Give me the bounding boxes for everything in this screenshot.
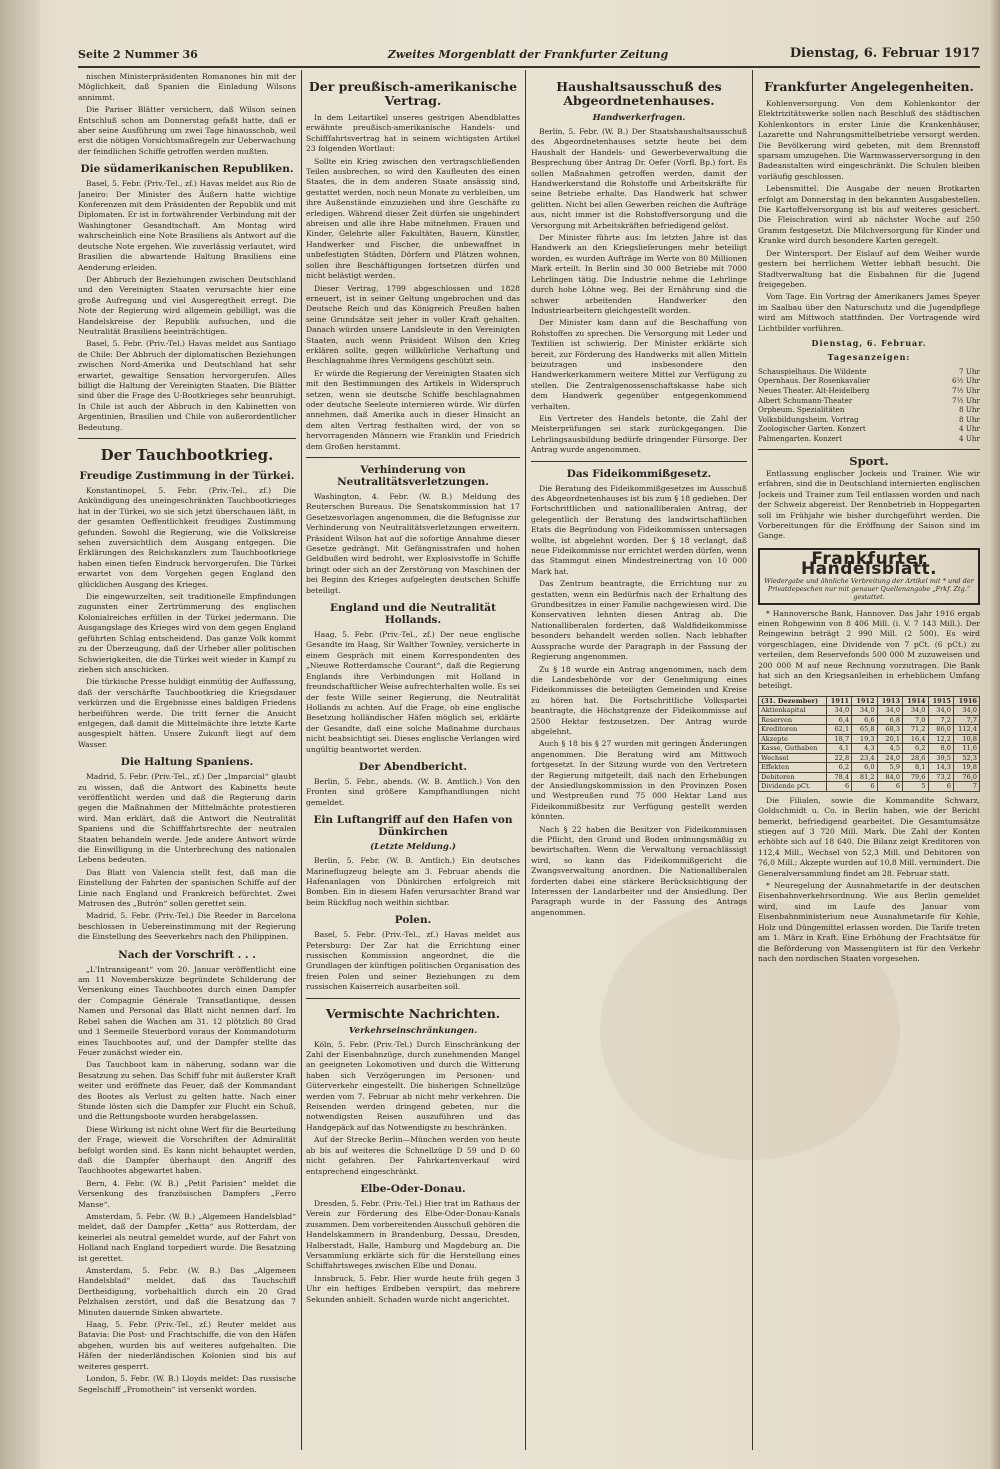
table-cell: 28,6 xyxy=(903,753,928,763)
table-cell: 7,2 xyxy=(928,715,953,725)
event-name: Opernhaus. Der Rosenkavalier xyxy=(758,376,870,386)
section-heading: Vermischte Nachrichten. xyxy=(325,1005,501,1021)
section-heading: Das Fideikommißgesetz. xyxy=(566,467,712,480)
events-list xyxy=(758,367,980,444)
page-binding-shadow xyxy=(0,0,40,1469)
table-cell: 23,4 xyxy=(852,753,877,763)
event-time: 8 Uhr xyxy=(959,414,980,424)
article-text: Dieser Vertrag, 1799 abgeschlossen und 1828 erneuert, ist in seiner Geltung ungebrochen und das Deutsche Reich und das Königreich Preußen haben seine Grundsätze seit jeher in voller Kraft gehalten. Danach würden unsere Landsleute in den Vereinigten Staaten, auch wenn Präsident Wilson den Krieg erklären sollte, gegen willkürliche Verhaftung und Beschlagnahme ihres Vermögens geschützt sein. xyxy=(306,283,520,366)
table-cell: 34,0 xyxy=(953,706,979,716)
article-text: Die eingewurzelten, seit traditionelle Empfindungen zugunsten einer Zertrümmerung des englischen Kolonialreiches erfüllen in der Türkei jedermann. Die Ausgangslage des Krieges wird von dem gegen England geführten Schlag entscheidend. Das ganze Volk kommt zu der Überzeugung, daß der Urheber aller politischen Schwierigkeiten, die die Türkei weit wieder in Kampf zu ziehen sich anschicken. xyxy=(78,592,296,674)
table-row xyxy=(759,725,980,735)
event-name: Palmengarten. Konzert xyxy=(758,433,842,443)
table-cell: 4,5 xyxy=(877,744,902,754)
table-cell: 6,2 xyxy=(903,744,928,754)
handelsblatt-note: Wiedergabe und ähnliche Verbreitung der Artikel mit * und der Privatdepeschen nur mit genauer Quellenangabe „Frkf. Ztg.“ gestattet. xyxy=(764,576,974,601)
table-cell: 7,0 xyxy=(903,715,928,725)
article-text: Basel, 5. Febr. (Priv.-Tel., zf.) Havas meldet aus Petersburg: Der Zar hat die Errichtung einer russischen Kommission angeordnet, die die Grundlagen der künftigen politischen Organisation des freien Polen und seiner Beziehungen zu dem russischen Kaiserreich ausarbeiten soll. xyxy=(306,930,520,992)
table-header-row xyxy=(759,696,980,706)
table-cell: 34,0 xyxy=(903,706,928,716)
table-row-label: Dividende pCt. xyxy=(759,782,827,792)
table-cell: 84,0 xyxy=(877,772,902,782)
column-1 xyxy=(78,72,296,1452)
event-time: 4 Uhr xyxy=(959,424,980,434)
article-text: Amsterdam, 5. Febr. (W. B.) „Algemeen Handelsblad“ meldet, daß der Dampfer „Ketta“ aus Rotterdam, der keinerlei als neutral gemeldet wurde, auf der Fahrt von Holland nach England torpediert wurde. Die Besatzung ist gerettet. xyxy=(78,1212,296,1263)
event-time: 6½ Uhr xyxy=(952,376,980,386)
article-text: Auch § 18 bis § 27 wurden mit geringen Änderungen angenommen. Die Beratung wird am Mittwoch fortgesetzt. In der Sitzung wurde von den Vertretern der Regierung mitgeteilt, daß nach den Erhebungen der Ansiedlungskommission in den Provinzen Posen und Westpreußen rund 75 000 Hektar Land aus Fideikommißbesitz zur Verfügung gestellt werden könnten. xyxy=(531,739,747,822)
table-year-header: 1912 xyxy=(852,696,877,706)
table-cell: 12,2 xyxy=(928,734,953,744)
table-cell: 34,0 xyxy=(852,706,877,716)
table-row xyxy=(759,706,980,716)
page-edge-shadow xyxy=(990,0,1000,1469)
table-cell: 39,5 xyxy=(928,753,953,763)
table-cell: 11,6 xyxy=(953,744,979,754)
table-row-label: Akzepte xyxy=(759,734,827,744)
section-heading: Verhinderung von Neutralitätsverletzungen. xyxy=(337,464,489,488)
article-text: Das Tauchboot kam in näherung, sodann war die Besatzung zu sehen. Das Schiff fuhr mit äußerster Kraft weiter und eröffnete das Feuer, daß der Kommandant des Bootes als Verlust zu gelten hatte. Nach einer Stunde lösten sich die Dampfer zur Flucht ein Schuß, und die Rettungsboote wurden herabgelassen. xyxy=(78,1060,296,1122)
article-text: „L'Intransigeant“ vom 20. Januar veröffentlicht eine am 11 Novemberskizze begründete Schilderung der Versenkung eines Tauchbootes durch einen Dampfer der Compagnie Générale Transatlantique, dessen Namen und Personal das Blatt nicht nennen darf. Im Rebel sahen die Wachen am 31. 12 plötzlich 80 Grad und 1 Seemeile Steuerbord voraus der Kommandoturm eines Tauchbootes auf, und der Dampfer stellte das Feuer zunächst wieder ein. xyxy=(78,964,296,1057)
article-text: London, 5. Febr. (W. B.) Lloyds meldet: Das russische Segelschiff „Promothein“ ist versenkt worden. xyxy=(78,1374,296,1394)
table-row xyxy=(759,772,980,782)
table-cell: 19,8 xyxy=(953,763,979,773)
table-year-header: 1914 xyxy=(903,696,928,706)
table-row xyxy=(759,763,980,773)
article-text: Dresden, 5. Febr. (Priv.-Tel.) Hier trat im Rathaus der Verein zur Förderung des Elbe-Oder-Donau-Kanals zusammen. Dem vorbereitenden Ausschuß gehören die Handelskammern in Brandenburg, Dessau, Dresden, Halberstadt, Halle, Hamburg und Magdeburg an. Die Versammlung erklärte sich für die Herstellung eines Schiffahrtsweges zwischen Elbe und Donau. xyxy=(306,1198,520,1271)
table-year-header: 1911 xyxy=(826,696,851,706)
table-year-header: 1916 xyxy=(953,696,979,706)
article-text: Washington, 4. Febr. (W. B.) Meldung des Reuterschen Bureaus. Die Senatskommission hat 17 Gesetzesvorlagen angenommen, die die Befugnisse zur Verhinderung von Neutralitätsverletzungen erweitern. Präsident Wilson hat auf die sofortige Annahme dieser Gesetze gedrängt. Mit Gefängnisstrafen und hohen Geldbußen wird bedroht, wer Explosivstoffe in Schiffe bringt oder sich an der Zerstörung von Maschinen der bei Beginn des Krieges aufgelegten deutschen Schiffe beteiligt. xyxy=(306,492,520,595)
sub-heading: Handwerkerfragen. xyxy=(592,113,686,123)
section-heading: Die Haltung Spaniens. xyxy=(120,756,254,769)
section-heading: Frankfurter Angelegenheiten. xyxy=(764,79,974,94)
table-cell: 19,3 xyxy=(852,734,877,744)
table-cell: 34,0 xyxy=(877,706,902,716)
table-cell: 6 xyxy=(826,782,851,792)
table-cell: 10,8 xyxy=(953,734,979,744)
header-rule xyxy=(78,66,980,68)
article-text: In dem Leitartikel unseres gestrigen Abendblattes erwähnte preußisch-amerikanische Handels- und Schifffahrtsvertrag hat in seinem wichtigsten Artikel 23 folgenden Wortlaut: xyxy=(306,113,520,154)
event-time: 7½ Uhr xyxy=(952,385,980,395)
table-row-label: Effekten xyxy=(759,763,827,773)
table-row xyxy=(759,782,980,792)
section-heading: Haushaltsausschuß des Abgeordnetenhauses. xyxy=(556,79,722,108)
article-text: nischen Ministerpräsidenten Romanones hin mit der Möglichkeit, daß Spanien die Einladung Wilsons annimmt. xyxy=(78,72,296,102)
table-cell: 18,7 xyxy=(826,734,851,744)
table-cell: 62,1 xyxy=(826,725,851,735)
table-row-label: Debitoren xyxy=(759,772,827,782)
article-text: Lebensmittel. Die Ausgabe der neuen Brotkarten erfolgt am Donnerstag in den bekannten Ausgabestellen. Die Kartoffelversorgung ist bis auf weiteres gesichert. Die Fleischration wird ab nächster Woche auf 250 Gramm festgesetzt. Die Milchversorgung für Kinder und Kranke wird durch besondere Karten geregelt. xyxy=(758,184,980,246)
article-text: * Hannoversche Bank, Hannover. Das Jahr 1916 ergab einen Rohgewinn von 8 406 Mill. (i. V. 7 143 Mill.). Der Reingewinn beträgt 2 990 Mill. (2 500). Es wird vorgeschlagen, eine Dividende von 7 pCt. (6 pCt.) zu verteilen, dem Reservefonds 500 000 M zuzuweisen und 200 000 M auf neue Rechnung vorzutragen. Die Bank hat sich an den Kriegsanleihen in erheblichem Umfang beteiligt. xyxy=(758,608,980,691)
handelsblatt-title: Frankfurter Handelsblatt. xyxy=(800,548,938,580)
article-text: Konstantinopel, 5. Febr. (Priv.-Tel., zf.) Die Ankündigung des uneingeschränkten Tauchbootkrieges hat in der Türkei, wo sie sich jetzt überschauen läßt, in der gesamten Oeffentlichkeit freudiges Zustimmung gefunden. Sowohl die Regierung, wie die Volkskreise sehen zuversichtlich dem Ausgang entgegen. Die Erklärungen des Reichskanzlers zum Tauchbootkriege haben einen tiefen Eindruck hervorgerufen. Die Türkei erwartet von dem Vorgehen gegen England den glücklichen Ausgang des Krieges. xyxy=(78,486,296,589)
table-cell: 78,4 xyxy=(826,772,851,782)
sub-heading: (Letzte Meldung.) xyxy=(370,842,456,853)
table-cell: 6,4 xyxy=(826,715,851,725)
section-rule xyxy=(306,998,520,999)
article-text: Entlassung englischer Jockeis und Trainer. Wie wir erfahren, sind die in Deutschland internierten englischen Jockeis und Trainer zum Teil entlassen worden und nach der Schweiz abgereist. Der Rennbetrieb in Hoppegarten soll im Frühjahr wie bisher durchgeführt werden. Die Vorbereitungen für die Eröffnung der Saison sind im Gange. xyxy=(758,468,980,541)
section-rule xyxy=(78,438,296,439)
article-text: Basel, 5. Febr. (Priv.-Tel., zf.) Havas meldet aus Rio de Janeiro: Der Minister des Äußern hatte wichtige Konferenzen mit dem Präsidenten der Republik und mit Diplomaten. Er ist in fortwährender Verbindung mit der Washingtoner Gesandtschaft. Am Montag wird wahrscheinlich eine Note Brasiliens als Antwort auf die deutsche Note ergehen. Wie zuverlässig verlautet, wird Brasilien die abwartende Haltung Brasiliens eine Aenderung erleiden. xyxy=(78,179,296,272)
table-row-label: Reserven xyxy=(759,715,827,725)
section-heading: Polen. xyxy=(394,914,432,927)
section-heading: Die südamerikanischen Republiken. xyxy=(80,163,294,176)
table-cell: 4,3 xyxy=(852,744,877,754)
event-item xyxy=(758,415,980,425)
section-rule xyxy=(306,457,520,458)
article-text: Der Minister führte aus: Im letzten Jahre ist das Handwerk an den Kriegslieferungen mehr beteiligt worden, es wurden Aufträge im Werte von 80 Millionen Mark erteilt. In Berlin sind 30 000 Betriebe mit 7000 Lehrlingen tätig. Die Industrie nehme die Lehrlinge durch hohe Löhne weg. Bei der Ernährung sind die schwer arbeitenden Handwerker den Industriearbeitern gleichgestellt worden. xyxy=(531,233,747,315)
column-2 xyxy=(306,72,520,1452)
table-row xyxy=(759,744,980,754)
section-rule xyxy=(758,449,980,450)
article-text: Der Abbruch der Beziehungen zwischen Deutschland und den Vereinigten Staaten verursachte hier eine große Aufregung und viel Ausgeregtheit erregt. Die Note der Regierung wird allgemein gebilligt, was die Handelskreise der Republik aufsuchen, und die Neutralität Brasiliens beeinträchtigen. xyxy=(78,274,296,336)
article-text: Kohlenversorgung. Von dem Kohlenkontor der Elektrizitätswerke sollen nach Beschluß des städtischen Kohlenkontors in erster Linie die Krankenhäuser, Lazarette und Nahrungsmittelbetriebe versorgt werden. Die Bevölkerung wird gebeten, mit dem Brennstoff sparsam umzugehen. Die Warmwasserversorgung in den Badeanstalten wird eingeschränkt. Die Schulen bleiben vorläufig geschlossen. xyxy=(758,99,980,181)
page-header xyxy=(78,46,980,66)
article-text: Berlin, 5. Febr. (W. B.) Der Staatshaushaltsausschuß des Abgeordnetenhauses setzte heute bei dem Haushalt der Handels- und Gewerbeverwaltung die Besprechung über Antrag Dr. Oefer (Vorfl. Bp.) fort. Es sollen Maßnahmen getroffen werden, damit der Handwerkerstand die Rohstoffe und Arbeitskräfte für seine Betriebe erhalte. Das Handwerk hat schwer gelitten. Nicht bei allen Gewerben reichen die Aufträge aus, nicht immer ist die Rohstoffversorgung und die Versorgung mit Arbeitskräften befriedigend gelöst. xyxy=(531,127,747,230)
table-row-label: Kasse, Guthaben xyxy=(759,744,827,754)
table-cell: 65,8 xyxy=(852,725,877,735)
article-text: Die Filialen, sowie die Kommandite Schwarz, Goldschmidt u. Co. in Berlin haben, wie der Bericht bemerkt, befriedigend gearbeitet. Die Gesamtumsätze stiegen auf 3 720 Mill. Mark. Die Zahl der Konten erhöhte sich auf 18 640. Die Bilanz zeigt Kreditoren von 112,4 Mill., Wechsel von 52,3 Mill. und Debitoren von 76,0 Mill.; Akzepte wurden auf 10,8 Mill. vermindert. Die Generalversammlung findet am 28. Februar statt. xyxy=(758,795,980,878)
page-number: Seite 2 Nummer 36 xyxy=(78,48,198,61)
table-cell: 81,2 xyxy=(852,772,877,782)
table-row-label: Wechsel xyxy=(759,753,827,763)
sub-heading: Freudige Zustimmung in der Türkei. xyxy=(79,470,295,482)
event-item xyxy=(758,396,980,406)
table-cell: 6,0 xyxy=(852,763,877,773)
event-item xyxy=(758,386,980,396)
article-text: Auf der Strecke Berlin—München werden von heute ab bis auf weiteres die Schnellzüge D 59 und D 60 nicht gefahren. Der Fahrkartenverkauf wird entsprechend eingeschränkt. xyxy=(306,1135,520,1176)
section-heading: Elbe-Oder-Donau. xyxy=(360,1182,466,1195)
event-time: 4 Uhr xyxy=(959,433,980,443)
section-heading: England und die Neutralität Hollands. xyxy=(330,602,496,627)
table-row-label: Aktienkapital xyxy=(759,706,827,716)
masthead-title: Zweites Morgenblatt der Frankfurter Zeitung xyxy=(387,48,669,61)
article-text: Vom Tage. Ein Vortrag der Amerikaners James Speyer im Saalbau über den Naturschutz und die Jugendpflege wird am Mittwoch stattfinden. Der Vortragende wird Lichtbilder vorführen. xyxy=(758,292,980,333)
section-heading: Nach der Vorschrift . . . xyxy=(118,948,256,961)
table-cell: 34,0 xyxy=(928,706,953,716)
article-text: Amsterdam, 5. Febr. (W. B.) Das „Algemeen Handelsblad“ meldet, daß das Tauchschiff Dertheidigung, vorbehaltlich durch ein 20 Grad Pelzhalsen zerstört, und daß die Besatzung das 7 Minuten dauernde Sinken abwartete. xyxy=(78,1266,296,1317)
table-cell: 4,1 xyxy=(826,744,851,754)
article-text: Köln, 5. Febr. (Priv.-Tel.) Durch Einschränkung der Zahl der Eisenbahnzüge, durch zunehmenden Mangel an geeigneten Lokomotiven und durch die Witterung haben sich Verzögerungen im Personen- und Güterverkehr eingestellt. Die bisherigen Schnellzüge werden vom 7. Februar ab nicht mehr verkehren. Die Reisenden werden dringend gebeten, nur die notwendigsten Reisen auszuführen und das Handgepäck auf das Notwendigste zu beschränken. xyxy=(306,1039,520,1132)
events-subtitle: Tagesanzeigen: xyxy=(827,352,911,363)
event-name: Volksbildungsheim. Vortrag xyxy=(758,414,859,424)
article-text: Madrid, 5. Febr. (Priv.-Tel.) Die Reeder in Barcelona beschlossen in Uebereinstimmung mit der Regierung die Einstellung des Seeverkehrs nach den Philippinen. xyxy=(78,911,296,942)
table-row xyxy=(759,753,980,763)
article-text: Berlin, 5. Febr. (W. B. Amtlich.) Ein deutsches Marineflugzeug belegte am 3. Februar abends die Hafenanlagen von Dünkirchen erfolgreich mit Bomben. Ein in diesem Hafen verursachter Brand war beim Rückflug noch weithin sichtbar. xyxy=(306,856,520,907)
article-text: Zu § 18 wurde ein Antrag angenommen, nach dem die Landesbehörde vor der Genehmigung eines Fideikommisses die beteiligten Gemeinden und Kreise zu hören hat. Die Fortschrittliche Volkspartei beantragte, die Höchstgrenze der Fideikommisse auf 2500 Hektar festzusetzen. Der Antrag wurde abgelehnt. xyxy=(531,664,747,736)
balance-table xyxy=(758,696,980,792)
event-item xyxy=(758,424,980,434)
article-text: Ein Vertreter des Handels betonte, die Zahl der Meisterprüfungen sei stark zurückgegangen. Die Lehrlingsausbildung bedürfe dringender Fürsorge. Der Antrag wurde angenommen. xyxy=(531,413,747,455)
table-cell: 52,3 xyxy=(953,753,979,763)
article-text: Die Beratung des Fideikommißgesetzes im Ausschuß des Abgeordnetenhauses ist bis zum § 18 gediehen. Der Fortschrittlichen und nationalliberalen Antrag, der gelegentlich der Beratung des landwirtschaftlichen Etats die Begründung von Fideikommissen untersagen wollte, ist abgelehnt worden. Der § 18 verlangt, daß neue Fideikommisse nur errichtet werden dürfen, wenn das Stammgut einen Mindestreinertrag von 10 000 Mark hat. xyxy=(531,483,747,576)
table-cell: 86,0 xyxy=(928,725,953,735)
article-text: Der Wintersport. Der Eislauf auf dem Weiher wurde gestern bei herrlichem Wetter lebhaft besucht. Die Stadtverwaltung hat die Eisbahnen für die Jugend freigegeben. xyxy=(758,248,980,289)
article-text: Haag, 5. Febr. (Priv.-Tel., zf.) Reuter meldet aus Batavia: Die Post- und Frachtschiffe, die von den Häfen abgehen, wurden bis auf weiteres aufgehalten. Die Häfen der niederländischen Kolonien sind bis auf weiteres gesperrt. xyxy=(78,1320,296,1371)
table-cell: 76,0 xyxy=(953,772,979,782)
table-cell: 79,6 xyxy=(903,772,928,782)
article-text: Bern, 4. Febr. (W. B.) „Petit Parisien“ meldet die Versenkung des französischen Dampfers „Ferro Manse“. xyxy=(78,1178,296,1209)
article-text: Der Minister kam dann auf die Beschaffung von Rohstoffen zu sprechen. Die Versorgung mit Leder und Textilien ist schwierig. Der Minister erklärte sich bereit, zur Förderung des Handwerks mit allen Mitteln beizutragen und insbesondere den Handwerkerkammern weitere Mittel zur Verfügung zu stellen. Die Zentralgenossenschaftskasse habe sich dem Handwerk gegenüber entgegenkommend verhalten. xyxy=(531,318,747,411)
column-4 xyxy=(758,72,980,1452)
event-name: Orpheum. Spezialitäten xyxy=(758,405,845,415)
article-text: Haag, 5. Febr. (Priv.-Tel., zf.) Der neue englische Gesandte im Haag, Sir Walther Townley, versicherte in einem Gespräch mit einem Korrespondenten des „Nieuwe Rotterdamsche Courant“, daß die Regierung Englands ihre Verbindungen mit Holland in freundschaftlicher Weise aufrechterhalten wolle. Es sei der feste Wille seiner Regierung, die Neutralität Hollands zu achten. Auf die Frage, ob eine englische Besetzung holländischer Häfen möglich sei, erklärte der Gesandte, daß eine solche Maßnahme durchaus nicht beabsichtigt sei. Dieses englische Verlangen wird ungültig beantwortet werden. xyxy=(306,630,520,754)
table-cell: 68,3 xyxy=(877,725,902,735)
table-row xyxy=(759,734,980,744)
article-text: Die türkische Presse huldigt einmütig der Auffassung, daß der verschärfte Tauchbootkrieg die Kriegsdauer verkürzen und die Ergebnisse eines baldigen Friedens herbeiführen werde. Die tritt ferner die Ansicht entgegen, daß damit die Mittelmächte ihre letzte Karte ausgespielt hätten. Unsere Zukunft liegt auf dem Wasser. xyxy=(78,677,296,749)
section-heading: Sport. xyxy=(849,453,889,468)
section-rule xyxy=(531,461,747,462)
event-time: 7½ Uhr xyxy=(952,395,980,405)
section-heading: Ein Luftangriff auf den Hafen von Dünkirchen xyxy=(313,814,513,839)
event-name: Neues Theater. Alt-Heidelberg xyxy=(758,385,870,395)
table-cell: 8,1 xyxy=(903,763,928,773)
article-text: Basel, 5. Febr. (Priv.-Tel.) Havas meldet aus Santiago de Chile: Der Abbruch der diplomatischen Beziehungen zwischen Nord-Amerika und Deutschland hat sehr erwartet, gewaltige Sensation hervorgerufen. Alles billigt die Haltung der Vereinigten Staaten. Die Blätter sind über die Frage des U-Bootkrieges sehr beunruhigt. In Chile ist auch der Abbruch in den Kabinetten von Argentinien, Brasilien und Chile von außerordentlicher Bedeutung. xyxy=(78,339,296,432)
table-year-header: 1913 xyxy=(877,696,902,706)
table-cell: 7,7 xyxy=(953,715,979,725)
event-name: Albert Schumann-Theater xyxy=(758,395,853,405)
article-text: Das Blatt von Valencia stellt fest, daß man die Einstellung der Fahrten der spanischen Schiffe auf der Linie nach England und Frankreich befürchtet. Zwei Matrosen des „Butrón“ sollen gerettet sein. xyxy=(78,867,296,909)
event-name: Zoologischer Garten. Konzert xyxy=(758,424,866,434)
table-cell: 14,3 xyxy=(928,763,953,773)
event-time: 8 Uhr xyxy=(959,405,980,415)
table-cell: 5 xyxy=(903,782,928,792)
section-heading: Der Abendbericht. xyxy=(358,760,468,773)
column-divider xyxy=(301,70,302,1450)
event-name: Schauspielhaus. Die Wildente xyxy=(758,366,867,376)
article-text: Das Zentrum beantragte, die Errichtung nur zu gestatten, wenn ein Bedürfnis nach der Erhaltung des Grundbesitzes in einer Familie nachgewiesen wird. Die Konservativen lehnten diesen Antrag ab. Die Nationalliberalen forderten, daß Waldfideikommisse besonders behandelt werden sollen. Nach lebhafter Aussprache wurde der Paragraph in der Fassung der Regierung angenommen. xyxy=(531,579,747,662)
event-item xyxy=(758,405,980,415)
article-text: Er würde die Regierung der Vereinigten Staaten sich mit den Bestimmungen des Artikels in Widerspruch setzen, wenn sie deutsche Schiffe beschlagnahmen oder deutsche Seeleute internieren würde. Wir dürfen annehmen, daß Amerika auch in dieser Hinsicht an dem alten Vertrag festhalten wird, der von so hervorragenden Männern wie Franklin und Friedrich dem Großen herstammt. xyxy=(306,368,520,451)
table-cell: 22,8 xyxy=(826,753,851,763)
table-cell: 6 xyxy=(852,782,877,792)
column-3 xyxy=(531,72,747,1452)
table-header-label: (31. Dezember) xyxy=(759,696,827,706)
handelsblatt-masthead xyxy=(758,548,980,605)
table-cell: 6 xyxy=(928,782,953,792)
table-cell: 8,0 xyxy=(928,744,953,754)
table-year-header: 1915 xyxy=(928,696,953,706)
table-cell: 7 xyxy=(953,782,979,792)
table-cell: 73,2 xyxy=(928,772,953,782)
article-text: Madrid, 5. Febr. (Priv.-Tel., zf.) Der „Imparcial“ glaubt zu wissen, daß die Antwort des Kabinetts heute veröffentlicht werden und daß die Regierung darin gegen die Maßnahmen der Mittelmächte protestieren wird. Man erklärt, daß die Antwort die Neutralität Spaniens und die Schifffahrtsrechte der neutralen Staaten behandeln werde. Jede andere Antwort würde die Einwilligung in die Unterbrechung des nationalen Lebens bedeuten. xyxy=(78,772,296,865)
table-cell: 16,4 xyxy=(903,734,928,744)
table-cell: 5,9 xyxy=(877,763,902,773)
table-cell: 6 xyxy=(877,782,902,792)
sub-heading: Verkehrseinschränkungen. xyxy=(348,1025,478,1036)
section-heading: Der preußisch-amerikanische Vertrag. xyxy=(308,79,518,108)
article-text: Nach § 22 haben die Besitzer von Fideikommissen die Pflicht, den Grund und Boden ordnungsmäßig zu bewirtschaften. Wenn die Verwaltung vernachlässigt wird, so kann das Fideikommißgericht die Zwangsverwaltung anordnen. Die Nationalliberalen forderten dabei eine stärkere Berücksichtigung der Interessen der Landarbeiter und der Ansiedlung. Der Paragraph wurde in der Fassung des Antrags angenommen. xyxy=(531,824,747,917)
event-item xyxy=(758,434,980,444)
table-cell: 20,1 xyxy=(877,734,902,744)
table-cell: 6,8 xyxy=(877,715,902,725)
events-date: Dienstag, 6. Februar. xyxy=(811,337,927,348)
table-row-label: Kreditoren xyxy=(759,725,827,735)
article-text: Innsbruck, 5. Febr. Hier wurde heute früh gegen 3 Uhr ein heftiges Erdbeben verspürt, das mehrere Sekunden anhielt. Schaden wurde nicht angerichtet. xyxy=(306,1273,520,1304)
event-item xyxy=(758,367,980,377)
table-cell: 6,6 xyxy=(852,715,877,725)
article-text: Die Pariser Blätter versichern, daß Wilson seinen Entschluß schon am Donnerstag gefaßt hatte, daß er aber seine Ausführung um zwei Tage hinausschob, weil erst die nötigen Vorsichtsmaßregeln zur Ueberwachung der feindlichen Schiffe getroffen werden mußten. xyxy=(78,105,296,156)
table-cell: 6,2 xyxy=(826,763,851,773)
table-body xyxy=(759,706,980,792)
article-text: Berlin, 5. Febr., abends. (W. B. Amtlich.) Von den Fronten sind größere Kampfhandlungen nicht gemeldet. xyxy=(306,776,520,807)
article-text: Diese Wirkung ist nicht ohne Wert für die Beurteilung der Frage, wieweit die Vorschriften der Admiralität befolgt worden sind. Es kann nicht behauptet werden, daß die Dampfer überhaupt den Angriff des Tauchbootes abgewartet haben. xyxy=(78,1124,296,1176)
table-cell: 71,2 xyxy=(903,725,928,735)
event-time: 7 Uhr xyxy=(959,366,980,376)
issue-date: Dienstag, 6. Februar 1917 xyxy=(789,46,980,61)
event-item xyxy=(758,376,980,386)
column-divider xyxy=(752,70,753,1450)
table-cell: 34,0 xyxy=(826,706,851,716)
section-heading: Der Tauchbootkrieg. xyxy=(100,446,274,464)
table-cell: 112,4 xyxy=(953,725,979,735)
article-text: Sollte ein Krieg zwischen den vertragschließenden Teilen ausbrechen, so wird den Kaufleuten des einen Staates, die in dem anderen Staate ansässig sind, gestattet werden, noch neun Monate zu verbleiben, um ihre Außenstände einzuziehen und ihre Geschäfte zu erledigen. Während dieser Zeit dürfen sie ungehindert abreisen und alle ihre Habe mitnehmen. Frauen und Kinder, Gelehrte aller Fakultäten, Bauern, Künstler, Handwerker und Fischer, die unbewaffnet in unbefestigten Städten, Dörfern und Plätzen wohnen, sollen ihre Beschäftigungen fortsetzen dürfen und nicht belästigt werden. xyxy=(306,156,520,281)
article-text: * Neuregelung der Ausnahmetarife in der deutschen Eisenbahnverkehrsordnung. Wie aus Berlin gemeldet wird, sind im Laufe des Januar vom Eisenbahnministerium neue Ausnahmetarife für Kohle, Holz und Düngemittel erlassen worden. Die Tarife treten am 1. März in Kraft. Eine Erhöhung der Frachtsätze für die Beförderung von Massengütern ist für den Verkehr nach den nordischen Staaten vorgesehen. xyxy=(758,881,980,963)
table-cell: 24,0 xyxy=(877,753,902,763)
table-row xyxy=(759,715,980,725)
column-divider xyxy=(525,70,526,1450)
